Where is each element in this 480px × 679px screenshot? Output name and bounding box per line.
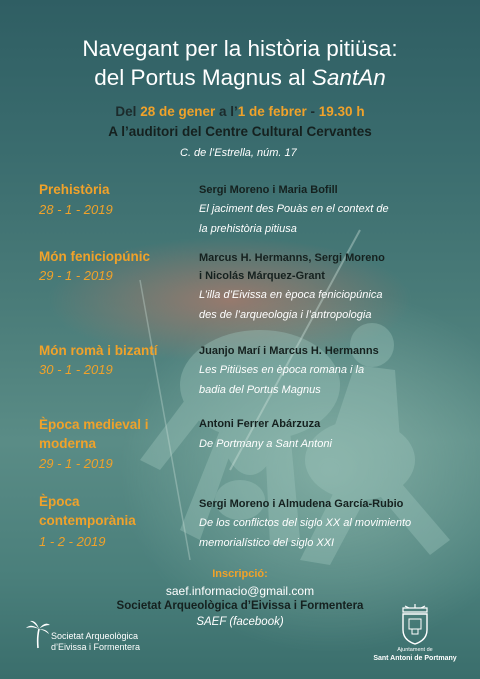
session-date: 1 - 2 - 2019 xyxy=(39,534,106,549)
session-era-line-1: Època xyxy=(39,494,80,509)
contact-email[interactable]: saef.informacio@gmail.com xyxy=(165,584,315,598)
session-speakers: Antoni Ferrer Abárzuza xyxy=(199,418,321,430)
dates-separator: - xyxy=(306,104,319,119)
session-era-line-2: moderna xyxy=(39,436,97,451)
session-talk-line-1: El jaciment des Pouàs en el context de xyxy=(199,203,389,215)
title-line-2 xyxy=(0,63,480,92)
palm-tree-icon xyxy=(25,619,51,649)
society-logo xyxy=(25,617,155,657)
session-talk-line-1: De los conflictos del siglo XX al movimiento xyxy=(199,517,412,529)
society-logo-text xyxy=(51,631,140,653)
session-speakers-line-1: Marcus H. Hermanns, Sergi Moreno xyxy=(199,252,385,264)
session-talk-line-2: la prehistòria pitiusa xyxy=(199,223,297,235)
session-date: 29 - 1 - 2019 xyxy=(39,268,113,283)
session-talk-line-2: memorialístico del siglo XXI xyxy=(199,537,335,549)
organizer-name: Societat Arqueològica d’Eivissa i Formentera xyxy=(116,600,364,612)
session-era-line-2: contemporània xyxy=(39,513,136,528)
session-date: 28 - 1 - 2019 xyxy=(39,202,113,217)
event-dates xyxy=(0,104,480,119)
end-date: 1 de febrer xyxy=(237,104,307,119)
title-line-1: Navegant per la història pitiüsa: xyxy=(82,36,398,61)
venue: A l’auditori del Centre Cultural Cervantes xyxy=(108,124,372,139)
session-speakers: Sergi Moreno i Almudena García-Rubio xyxy=(199,498,404,510)
event-time: 19.30 h xyxy=(318,104,365,119)
council-logo-line-2: Sant Antoni de Portmany xyxy=(373,655,457,662)
start-date: 28 de gener xyxy=(140,104,216,119)
session-talk-line-2: badia del Portus Magnus xyxy=(199,384,321,396)
session-speakers-line-2: i Nicolás Márquez-Grant xyxy=(199,270,325,282)
society-logo-line-2: d’Eivissa i Formentera xyxy=(51,642,141,652)
session-era: Prehistòria xyxy=(39,182,110,197)
inscription-label: Inscripció: xyxy=(212,568,268,580)
session-speakers: Sergi Moreno i Maria Bofill xyxy=(199,184,338,196)
town-council-logo xyxy=(373,604,480,664)
session-talk-line-2: des de l’arqueologia i l’antropologia xyxy=(199,309,372,321)
session-talk-line-1: L’illa d’Eivissa en època feniciopúnica xyxy=(199,289,383,301)
session-date: 30 - 1 - 2019 xyxy=(39,362,113,377)
dates-connector: a l’ xyxy=(215,104,238,119)
session-date: 29 - 1 - 2019 xyxy=(39,456,113,471)
session-speakers: Juanjo Marí i Marcus H. Hermanns xyxy=(199,345,379,357)
title-line-2-italic: SantAn xyxy=(311,65,386,90)
session-era-line-1: Època medieval i xyxy=(39,417,149,432)
session-era: Món feniciopúnic xyxy=(39,249,150,264)
society-logo-line-1: Societat Arqueològica xyxy=(51,631,139,641)
dates-prefix: Del xyxy=(115,104,141,119)
session-talk-line-1: De Portmany a Sant Antoni xyxy=(199,438,332,450)
facebook-link[interactable]: SAEF (facebook) xyxy=(196,616,284,628)
coat-of-arms-icon xyxy=(395,604,435,646)
session-talk-line-1: Les Pitiüses en època romana i la xyxy=(199,364,365,376)
council-logo-line-1: Ajuntament de xyxy=(397,647,433,653)
title-line-2-text: del Portus Magnus al xyxy=(94,65,312,90)
venue-address: C. de l’Estrella, núm. 17 xyxy=(180,147,297,159)
session-era: Món romà i bizantí xyxy=(39,343,158,358)
